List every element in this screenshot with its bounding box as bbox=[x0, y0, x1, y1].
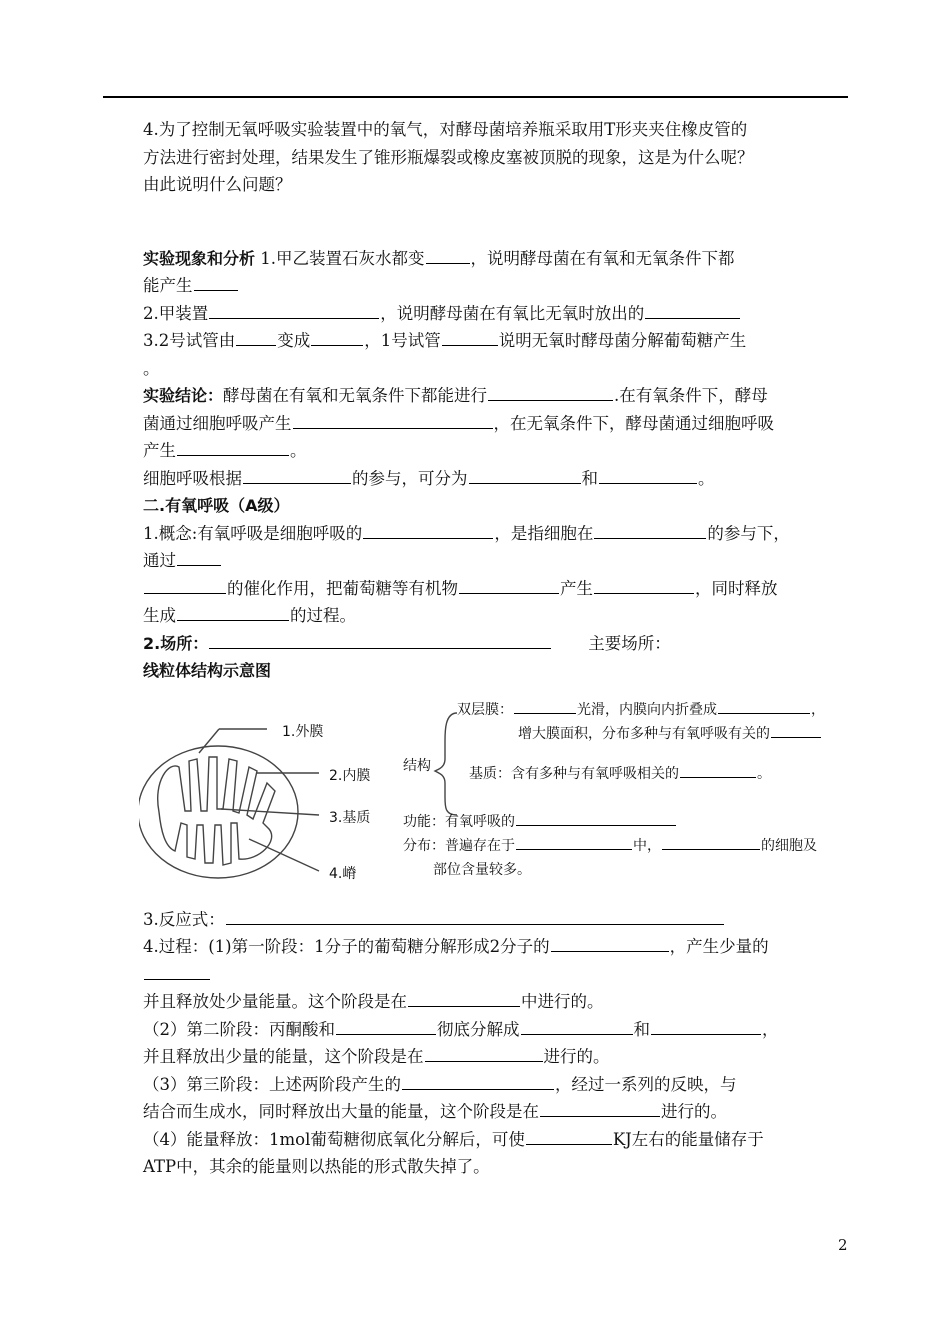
distribution-line-2: 部位含量较多。 bbox=[433, 861, 531, 878]
blank[interactable] bbox=[662, 834, 760, 850]
blank[interactable] bbox=[680, 762, 756, 778]
process-line-3: （2）第二阶段：丙酮酸和 彻底分解成 和 ， bbox=[143, 1016, 848, 1044]
blank[interactable] bbox=[144, 962, 210, 980]
process-line-6: 结合而生成水，同时释放出大量的能量，这个阶段是在 进行的。 bbox=[143, 1098, 848, 1126]
reaction-line: 3.反应式： bbox=[143, 906, 848, 934]
phenomena-heading: 实验现象和分析 bbox=[143, 248, 256, 268]
question-4-line: 4.为了控制无氧呼吸实验装置中的氧气，对酵母菌培养瓶采取用T形夹夹住橡皮管的 bbox=[143, 120, 748, 139]
concept-line-1: 1.概念:有氧呼吸是细胞呼吸的 ，是指细胞在 的参与下， bbox=[143, 520, 848, 548]
blank[interactable] bbox=[336, 1017, 436, 1035]
outer-membrane-label: 1.外膜 bbox=[282, 723, 324, 740]
conclusion-line-4: 细胞呼吸根据 的参与，可分为 和 。 bbox=[143, 465, 848, 493]
process-line-1: 4.过程：(1)第一阶段：1分子的葡萄糖分解形成2分子的 ，产生少量的 bbox=[143, 933, 848, 961]
conclusion-heading: 实验结论： bbox=[143, 386, 224, 405]
function-line: 功能：有氧呼吸的 bbox=[403, 809, 677, 837]
site-line: 2.场所： 主要场所： bbox=[143, 630, 848, 658]
blank[interactable] bbox=[177, 438, 289, 456]
blank[interactable] bbox=[226, 907, 724, 925]
blank[interactable] bbox=[594, 521, 706, 539]
distribution-line: 分布：普遍存在于 中， 的细胞及 bbox=[403, 833, 817, 861]
blank[interactable] bbox=[526, 1127, 612, 1145]
phenomena-line-1: 实验现象和分析 1.甲乙装置石灰水都变 ，说明酵母菌在有氧和无氧条件下都 bbox=[143, 245, 848, 273]
blank[interactable] bbox=[293, 411, 493, 429]
leader-line bbox=[249, 839, 319, 871]
blank[interactable] bbox=[209, 631, 551, 649]
blank[interactable] bbox=[442, 328, 498, 346]
blank[interactable] bbox=[194, 273, 238, 291]
blank[interactable] bbox=[516, 834, 632, 850]
blank[interactable] bbox=[514, 698, 576, 714]
phenomena-line-3: 2.甲装置 ，说明酵母菌在有氧比无氧时放出的 bbox=[143, 300, 848, 328]
blank[interactable] bbox=[488, 383, 613, 401]
process-line-1b bbox=[143, 961, 848, 989]
blank[interactable] bbox=[363, 521, 493, 539]
blank[interactable] bbox=[177, 548, 221, 566]
process-line-5: （3）第三阶段：上述两阶段产生的 ，经过一系列的反映，与 bbox=[143, 1071, 848, 1099]
blank[interactable] bbox=[243, 466, 351, 484]
brace-shape bbox=[435, 713, 457, 815]
blank[interactable] bbox=[645, 301, 740, 319]
blank[interactable] bbox=[209, 301, 379, 319]
question-4-line: 方法进行密封处理，结果发生了锥形瓶爆裂或橡皮塞被顶脱的现象，这是为什么呢？ bbox=[143, 147, 754, 167]
blank[interactable] bbox=[408, 989, 520, 1007]
phenomena-line-2: 能产生 bbox=[143, 272, 848, 300]
blank[interactable] bbox=[521, 1017, 633, 1035]
process-line-7: （4）能量释放：1mol葡萄糖彻底氧化分解后，可使 KJ左右的能量储存于 bbox=[143, 1126, 848, 1154]
matrix-label: 3.基质 bbox=[329, 809, 371, 826]
page-number: 2 bbox=[838, 1236, 848, 1254]
blank[interactable] bbox=[236, 328, 276, 346]
process-line-8: ATP中，其余的能量则以热能的形式散失掉了。 bbox=[143, 1157, 490, 1176]
matrix-line: 基质：含有多种与有氧呼吸相关的 。 bbox=[469, 761, 771, 789]
blank[interactable] bbox=[551, 934, 669, 952]
conclusion-line-2: 菌通过细胞呼吸产生 ，在无氧条件下，酵母菌通过细胞呼吸 bbox=[143, 410, 848, 438]
leader-line bbox=[199, 729, 219, 753]
blank[interactable] bbox=[426, 246, 470, 264]
worksheet-page bbox=[143, 116, 848, 1181]
process-line-2: 并且释放处少量能量。这个阶段是在 中进行的。 bbox=[143, 988, 848, 1016]
section-2-heading: 二.有氧呼吸（A级） bbox=[143, 496, 290, 515]
conclusion-line-3: 产生 。 bbox=[143, 437, 848, 465]
blank[interactable] bbox=[459, 576, 559, 594]
blank[interactable] bbox=[311, 328, 363, 346]
mitochondrion-diagram bbox=[139, 691, 848, 906]
increase-area-line: 增大膜面积，分布多种与有氧呼吸有关的 bbox=[518, 721, 822, 749]
blank[interactable] bbox=[177, 603, 289, 621]
concept-line-4: 生成 的过程。 bbox=[143, 602, 848, 630]
blank[interactable] bbox=[594, 576, 694, 594]
blank[interactable] bbox=[516, 810, 676, 826]
blank[interactable] bbox=[144, 576, 226, 594]
cristae-label: 4.嵴 bbox=[329, 865, 357, 882]
concept-line-3: 的催化作用，把葡萄糖等有机物 产生 ，同时释放 bbox=[143, 575, 848, 603]
diagram-title: 线粒体结构示意图 bbox=[143, 661, 272, 680]
inner-membrane-label: 2.内膜 bbox=[329, 767, 371, 784]
question-4-line: 由此说明什么问题？ bbox=[143, 175, 292, 194]
structure-label: 结构 bbox=[403, 757, 431, 774]
blank[interactable] bbox=[540, 1099, 660, 1117]
process-line-4: 并且释放出少量的能量，这个阶段是在 进行的。 bbox=[143, 1043, 848, 1071]
blank[interactable] bbox=[402, 1072, 554, 1090]
blank[interactable] bbox=[469, 466, 581, 484]
concept-line-2: 通过 bbox=[143, 547, 848, 575]
phenomena-line-4: 3.2号试管由 变成 ，1号试管 说明无氧时酵母菌分解葡萄糖产生 bbox=[143, 327, 848, 355]
blank[interactable] bbox=[718, 698, 810, 714]
blank[interactable] bbox=[599, 466, 697, 484]
blank[interactable] bbox=[651, 1017, 761, 1035]
double-membrane-line: 双层膜： 光滑，内膜向内折叠成 ， bbox=[457, 697, 825, 725]
blank[interactable] bbox=[425, 1044, 543, 1062]
header-rule bbox=[103, 96, 848, 98]
conclusion-line-1: 实验结论：酵母菌在有氧和无氧条件下都能进行 .在有氧条件下，酵母 bbox=[143, 382, 848, 410]
phenomena-line-5: 。 bbox=[143, 358, 160, 378]
blank[interactable] bbox=[771, 722, 821, 738]
